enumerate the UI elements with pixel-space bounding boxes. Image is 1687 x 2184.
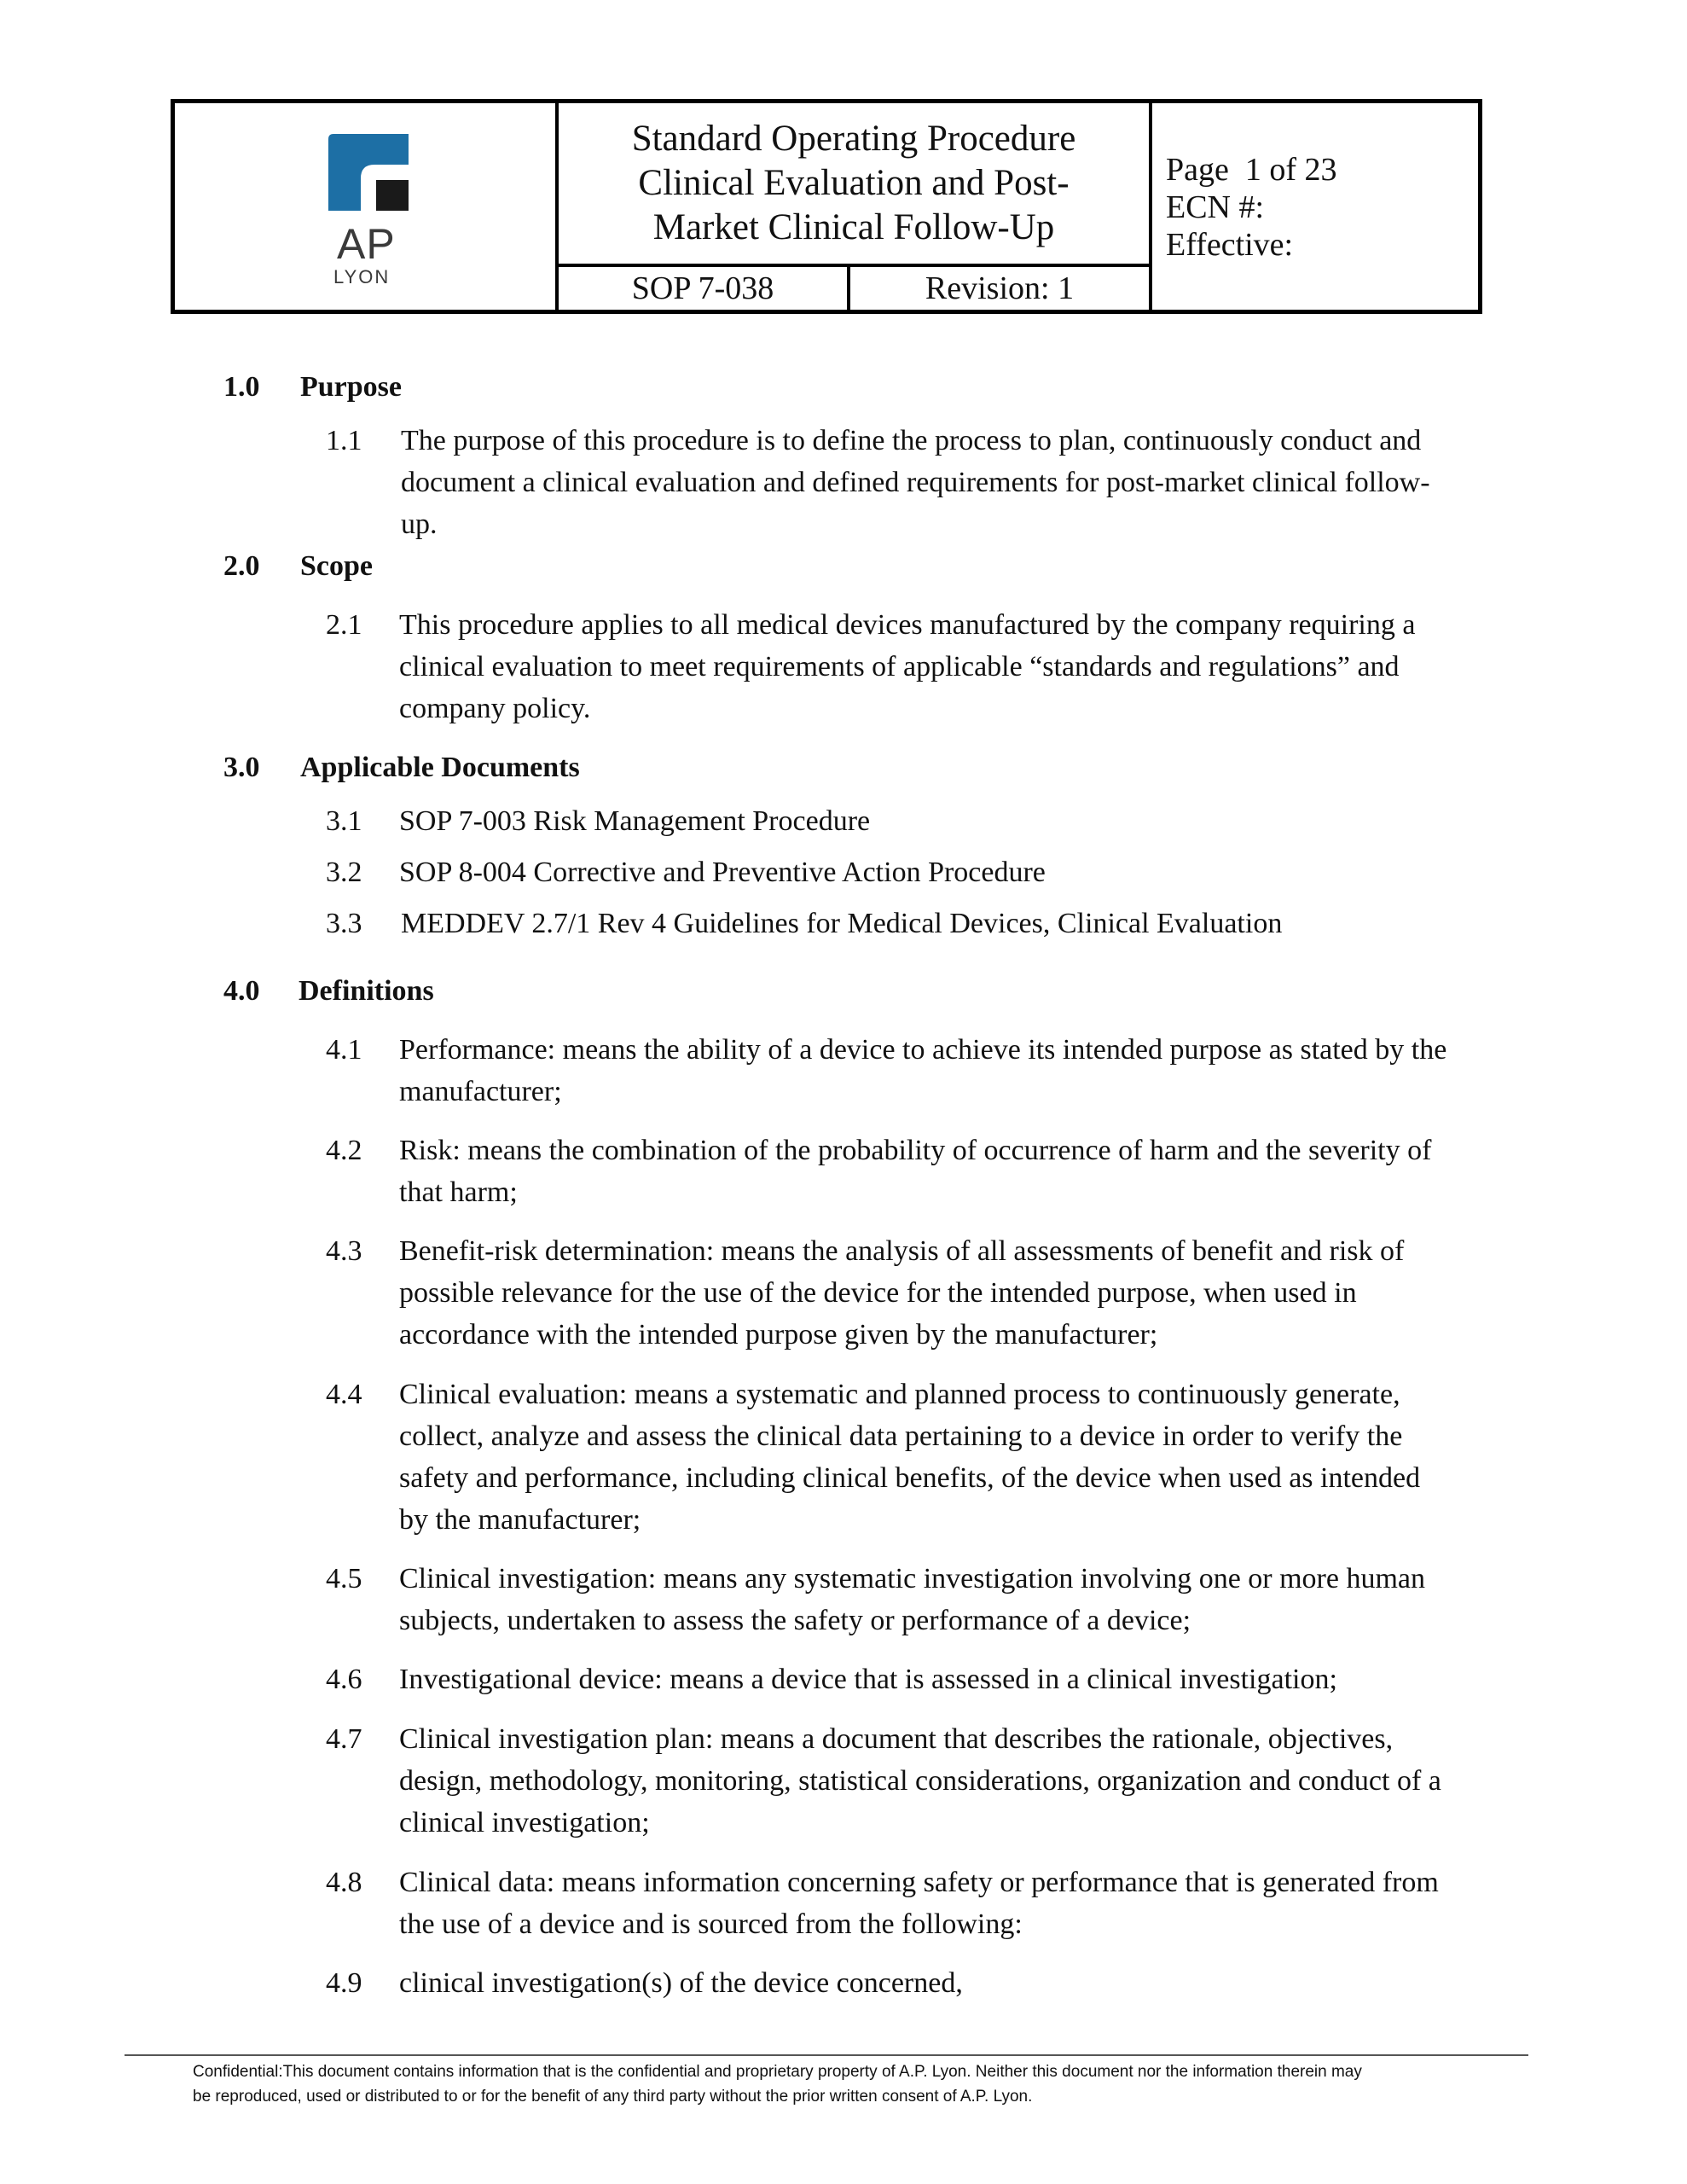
item-text: This procedure applies to all medical devices manufactured by the company requiring a clinical evaluation to meet requirements of applicable “standards and regulations” and company policy. [399, 609, 1416, 724]
item-text: The purpose of this procedure is to define the process to plan, continuously conduct and document a clinical evaluation and defined requirements for post-market clinical follow-up. [401, 425, 1430, 540]
logo-letters: AP [337, 220, 396, 268]
footer-divider [125, 2054, 1528, 2056]
item-text: Clinical investigation: means any systematic investigation involving one or more human subjects, undertaken to assess the safety or performance of a device; [399, 1563, 1425, 1636]
confidentiality-footer [193, 2059, 1523, 2109]
footer-line: Confidential:This document contains information that is the confidential and proprietary property of A.P. Lyon. Neither this document nor the information therein may [193, 2063, 1362, 2081]
revision: Revision: 1 [925, 270, 1075, 306]
item-number: 3.3 [326, 908, 362, 939]
item-number: 3.2 [326, 857, 362, 888]
title-line: Standard Operating Procedure [631, 119, 1076, 159]
item-number: 4.5 [326, 1563, 362, 1594]
logo-cell [175, 103, 559, 310]
title-line: Clinical Evaluation and Post- [638, 163, 1070, 203]
item-number: 4.3 [326, 1235, 362, 1267]
item-number: 4.9 [326, 1967, 362, 1999]
item-text: Performance: means the ability of a device to achieve its intended purpose as stated by the manufacturer; [399, 1034, 1447, 1107]
effective-date: Effective: [1166, 227, 1294, 263]
section-title: Applicable Documents [300, 752, 580, 783]
document-title [559, 103, 1149, 267]
section-title: Scope [300, 550, 373, 582]
document-meta [1152, 103, 1478, 310]
item-number: 4.2 [326, 1135, 362, 1166]
item-number: 4.1 [326, 1034, 362, 1066]
section-number: 1.0 [223, 371, 260, 403]
page-number: Page 1 of 23 [1166, 152, 1337, 188]
section-number: 2.0 [223, 550, 260, 582]
item-text: SOP 8-004 Corrective and Preventive Action Procedure [399, 857, 1046, 888]
item-text: SOP 7-003 Risk Management Procedure [399, 805, 871, 837]
item-number: 3.1 [326, 805, 362, 837]
section-title: Definitions [299, 975, 434, 1007]
item-number: 4.4 [326, 1379, 362, 1410]
item-text: Clinical evaluation: means a systematic and planned process to continuously generate, collect, analyze and assess the clinical data pertaining to a device in order to verify the safety and performance, including clinical benefits, of the device when used as intended by the manufacturer; [399, 1379, 1421, 1536]
ecn-number: ECN #: [1166, 189, 1265, 225]
item-text: Benefit-risk determination: means the analysis of all assessments of benefit and risk of possible relevance for the use of the device for the intended purpose, when used in accordance with the intended purpose given by the manufacturer; [399, 1235, 1405, 1350]
ap-lyon-logo-icon [328, 134, 409, 211]
section-number: 3.0 [223, 752, 260, 783]
section-title: Purpose [300, 371, 402, 403]
item-number: 2.1 [326, 609, 362, 641]
section-number: 4.0 [223, 975, 260, 1007]
footer-line: be reproduced, used or distributed to or for the benefit of any third party without the prior written consent of A.P. Lyon. [193, 2088, 1033, 2106]
title-cell [559, 103, 1152, 310]
item-number: 4.6 [326, 1664, 362, 1695]
item-text: Clinical investigation plan: means a document that describes the rationale, objectives, design, methodology, monitoring, statistical considerations, organization and conduct of a clinical investigation; [399, 1723, 1441, 1838]
logo-city: LYON [333, 266, 391, 288]
title-line: Market Clinical Follow-Up [652, 207, 1055, 247]
document-header [171, 99, 1482, 314]
item-number: 1.1 [326, 425, 362, 456]
item-text: Clinical data: means information concerning safety or performance that is generated from the use of a device and is sourced from the following: [399, 1867, 1439, 1940]
sop-number: SOP 7-038 [559, 267, 850, 310]
item-number: 4.7 [326, 1723, 362, 1755]
item-number: 4.8 [326, 1867, 362, 1898]
item-text: clinical investigation(s) of the device concerned, [399, 1967, 963, 1999]
item-text: Investigational device: means a device that is assessed in a clinical investigation; [399, 1664, 1337, 1695]
item-text: Risk: means the combination of the probability of occurrence of harm and the severity of that harm; [399, 1135, 1432, 1208]
item-text: MEDDEV 2.7/1 Rev 4 Guidelines for Medical Devices, Clinical Evaluation [401, 908, 1283, 939]
